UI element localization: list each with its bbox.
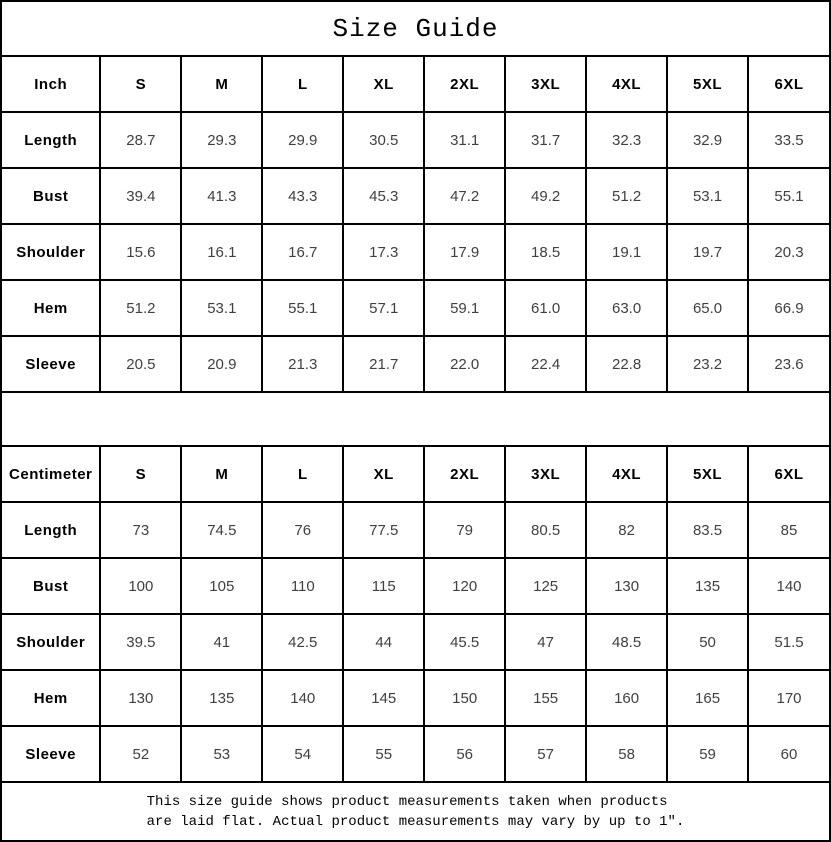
value-cell: 57 bbox=[505, 726, 586, 781]
value-cell: 55.1 bbox=[748, 168, 829, 224]
value-cell: 160 bbox=[586, 670, 667, 726]
value-cell: 76 bbox=[262, 502, 343, 558]
value-cell: 150 bbox=[424, 670, 505, 726]
value-cell: 30.5 bbox=[343, 112, 424, 168]
size-header-cell: L bbox=[262, 447, 343, 502]
unit-header-cell: Centimeter bbox=[2, 447, 100, 502]
value-cell: 42.5 bbox=[262, 614, 343, 670]
table-row bbox=[2, 224, 829, 280]
size-header-cell: XL bbox=[343, 447, 424, 502]
size-header-cell: 2XL bbox=[424, 57, 505, 112]
value-cell: 50 bbox=[667, 614, 748, 670]
value-cell: 125 bbox=[505, 558, 586, 614]
table-row bbox=[2, 336, 829, 391]
value-cell: 130 bbox=[100, 670, 181, 726]
value-cell: 53.1 bbox=[181, 280, 262, 336]
size-header-cell: L bbox=[262, 57, 343, 112]
value-cell: 55 bbox=[343, 726, 424, 781]
value-cell: 53 bbox=[181, 726, 262, 781]
size-header-cell: 6XL bbox=[748, 57, 829, 112]
value-cell: 74.5 bbox=[181, 502, 262, 558]
value-cell: 100 bbox=[100, 558, 181, 614]
value-cell: 79 bbox=[424, 502, 505, 558]
size-header-cell: XL bbox=[343, 57, 424, 112]
size-header-cell: 4XL bbox=[586, 57, 667, 112]
value-cell: 63.0 bbox=[586, 280, 667, 336]
table-row bbox=[2, 558, 829, 614]
value-cell: 16.1 bbox=[181, 224, 262, 280]
footnote-text bbox=[147, 792, 685, 832]
value-cell: 43.3 bbox=[262, 168, 343, 224]
value-cell: 39.5 bbox=[100, 614, 181, 670]
value-cell: 52 bbox=[100, 726, 181, 781]
row-label-cell: Hem bbox=[2, 280, 100, 336]
value-cell: 80.5 bbox=[505, 502, 586, 558]
value-cell: 31.7 bbox=[505, 112, 586, 168]
value-cell: 45.3 bbox=[343, 168, 424, 224]
value-cell: 170 bbox=[748, 670, 829, 726]
table-row bbox=[2, 112, 829, 168]
value-cell: 21.3 bbox=[262, 336, 343, 391]
value-cell: 165 bbox=[667, 670, 748, 726]
size-guide-footnote bbox=[2, 781, 829, 840]
value-cell: 55.1 bbox=[262, 280, 343, 336]
value-cell: 17.9 bbox=[424, 224, 505, 280]
value-cell: 29.3 bbox=[181, 112, 262, 168]
value-cell: 41.3 bbox=[181, 168, 262, 224]
inch-size-table bbox=[2, 57, 829, 391]
value-cell: 23.2 bbox=[667, 336, 748, 391]
value-cell: 51.2 bbox=[100, 280, 181, 336]
size-header-cell: 6XL bbox=[748, 447, 829, 502]
value-cell: 22.0 bbox=[424, 336, 505, 391]
table-row bbox=[2, 726, 829, 781]
value-cell: 140 bbox=[748, 558, 829, 614]
value-cell: 66.9 bbox=[748, 280, 829, 336]
value-cell: 15.6 bbox=[100, 224, 181, 280]
value-cell: 51.2 bbox=[586, 168, 667, 224]
value-cell: 51.5 bbox=[748, 614, 829, 670]
value-cell: 59 bbox=[667, 726, 748, 781]
value-cell: 65.0 bbox=[667, 280, 748, 336]
value-cell: 44 bbox=[343, 614, 424, 670]
size-guide-title: Size Guide bbox=[2, 2, 829, 57]
value-cell: 115 bbox=[343, 558, 424, 614]
value-cell: 155 bbox=[505, 670, 586, 726]
table-row bbox=[2, 614, 829, 670]
value-cell: 47 bbox=[505, 614, 586, 670]
value-cell: 20.5 bbox=[100, 336, 181, 391]
row-label-cell: Length bbox=[2, 112, 100, 168]
value-cell: 130 bbox=[586, 558, 667, 614]
size-header-cell: M bbox=[181, 57, 262, 112]
value-cell: 20.3 bbox=[748, 224, 829, 280]
row-label-cell: Bust bbox=[2, 168, 100, 224]
value-cell: 19.1 bbox=[586, 224, 667, 280]
size-header-row bbox=[2, 447, 829, 502]
value-cell: 16.7 bbox=[262, 224, 343, 280]
value-cell: 110 bbox=[262, 558, 343, 614]
unit-header-cell: Inch bbox=[2, 57, 100, 112]
value-cell: 120 bbox=[424, 558, 505, 614]
row-label-cell: Hem bbox=[2, 670, 100, 726]
table-spacer bbox=[2, 391, 829, 447]
size-header-cell: 3XL bbox=[505, 57, 586, 112]
value-cell: 29.9 bbox=[262, 112, 343, 168]
value-cell: 18.5 bbox=[505, 224, 586, 280]
value-cell: 73 bbox=[100, 502, 181, 558]
value-cell: 33.5 bbox=[748, 112, 829, 168]
size-header-cell: 5XL bbox=[667, 447, 748, 502]
value-cell: 61.0 bbox=[505, 280, 586, 336]
value-cell: 32.3 bbox=[586, 112, 667, 168]
size-header-cell: M bbox=[181, 447, 262, 502]
footnote-line-1: This size guide shows product measurements taken when products bbox=[146, 793, 668, 810]
value-cell: 45.5 bbox=[424, 614, 505, 670]
value-cell: 53.1 bbox=[667, 168, 748, 224]
row-label-cell: Shoulder bbox=[2, 224, 100, 280]
table-row bbox=[2, 280, 829, 336]
size-header-cell: 2XL bbox=[424, 447, 505, 502]
value-cell: 77.5 bbox=[343, 502, 424, 558]
footnote-line-2: are laid flat. Actual product measurements may vary by up to 1″. bbox=[146, 813, 685, 830]
table-row bbox=[2, 502, 829, 558]
value-cell: 105 bbox=[181, 558, 262, 614]
size-header-cell: 3XL bbox=[505, 447, 586, 502]
value-cell: 49.2 bbox=[505, 168, 586, 224]
row-label-cell: Sleeve bbox=[2, 726, 100, 781]
size-header-cell: 4XL bbox=[586, 447, 667, 502]
value-cell: 135 bbox=[181, 670, 262, 726]
value-cell: 48.5 bbox=[586, 614, 667, 670]
value-cell: 85 bbox=[748, 502, 829, 558]
centimeter-size-table bbox=[2, 447, 829, 781]
value-cell: 58 bbox=[586, 726, 667, 781]
value-cell: 22.8 bbox=[586, 336, 667, 391]
value-cell: 60 bbox=[748, 726, 829, 781]
row-label-cell: Shoulder bbox=[2, 614, 100, 670]
table-row bbox=[2, 168, 829, 224]
value-cell: 57.1 bbox=[343, 280, 424, 336]
value-cell: 21.7 bbox=[343, 336, 424, 391]
value-cell: 31.1 bbox=[424, 112, 505, 168]
size-header-cell: 5XL bbox=[667, 57, 748, 112]
value-cell: 140 bbox=[262, 670, 343, 726]
value-cell: 82 bbox=[586, 502, 667, 558]
table-row bbox=[2, 670, 829, 726]
value-cell: 59.1 bbox=[424, 280, 505, 336]
value-cell: 23.6 bbox=[748, 336, 829, 391]
row-label-cell: Sleeve bbox=[2, 336, 100, 391]
value-cell: 83.5 bbox=[667, 502, 748, 558]
value-cell: 135 bbox=[667, 558, 748, 614]
value-cell: 22.4 bbox=[505, 336, 586, 391]
value-cell: 47.2 bbox=[424, 168, 505, 224]
value-cell: 32.9 bbox=[667, 112, 748, 168]
size-header-row bbox=[2, 57, 829, 112]
row-label-cell: Length bbox=[2, 502, 100, 558]
size-header-cell: S bbox=[100, 57, 181, 112]
value-cell: 54 bbox=[262, 726, 343, 781]
value-cell: 28.7 bbox=[100, 112, 181, 168]
value-cell: 20.9 bbox=[181, 336, 262, 391]
value-cell: 17.3 bbox=[343, 224, 424, 280]
value-cell: 19.7 bbox=[667, 224, 748, 280]
value-cell: 41 bbox=[181, 614, 262, 670]
row-label-cell: Bust bbox=[2, 558, 100, 614]
size-header-cell: S bbox=[100, 447, 181, 502]
value-cell: 145 bbox=[343, 670, 424, 726]
value-cell: 56 bbox=[424, 726, 505, 781]
value-cell: 39.4 bbox=[100, 168, 181, 224]
